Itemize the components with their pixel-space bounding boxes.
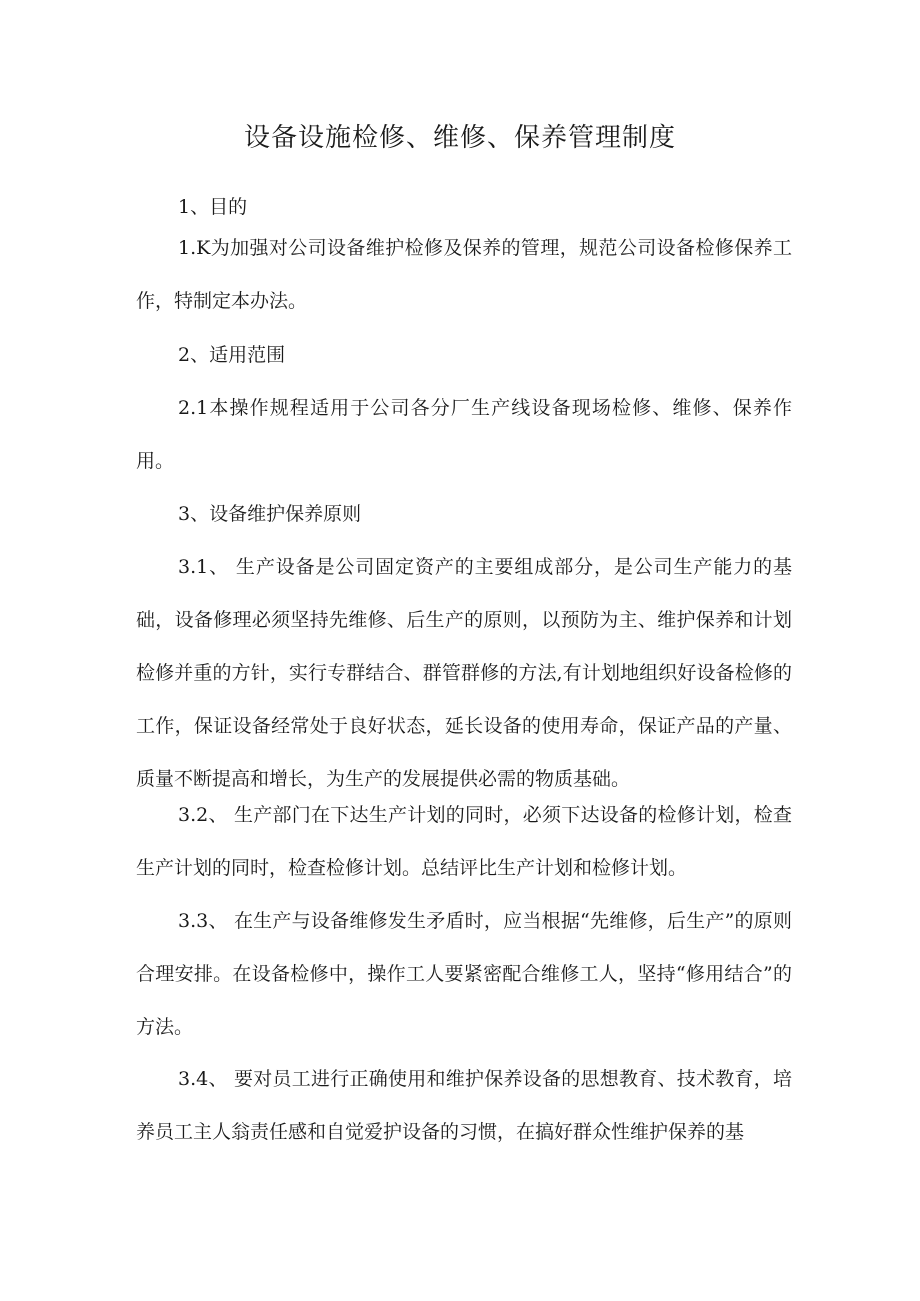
paragraph-3-2: 3.2、 生产部门在下达生产计划的同时，必须下达设备的检修计划，检查生产计划的同时，检查检修计划。总结评比生产计划和检修计划。 [136, 804, 792, 879]
section-3-heading: 3、设备维护保养原则 [178, 503, 362, 525]
paragraph-2-1: 2.1本操作规程适用于公司各分厂生产线设备现场检修、维修、保养作用。 [136, 397, 792, 472]
document-title: 设备设施检修、维修、保养管理制度 [243, 123, 676, 153]
section-1-heading: 1、目的 [178, 196, 248, 218]
section-2-heading: 2、适用范围 [178, 344, 286, 366]
paragraph-3-1: 3.1、 生产设备是公司固定资产的主要组成部分，是公司生产能力的基础，设备修理必须坚持先维修、后生产的原则，以预防为主、维护保养和计划检修并重的方针，实行专群结合、群管群修的方法,有计划地组织好设备检修的工作，保证设备经常处于良好状态，延长设备的使用寿命，保证产品的产量、质量不断提高和增长，为生产的发展提供必需的物质基础。 [136, 556, 792, 790]
paragraph-3-4: 3.4、 要对员工进行正确使用和维护保养设备的思想教育、技术教育，培养员工主人翁责任感和自觉爱护设备的习惯，在搞好群众性维护保养的基 [136, 1068, 792, 1143]
paragraph-1-1: 1.K为加强对公司设备维护检修及保养的管理，规范公司设备检修保养工作，特制定本办法。 [136, 237, 792, 312]
paragraph-3-3: 3.3、 在生产与设备维修发生矛盾时，应当根据“先维修，后生产”的原则合理安排。在设备检修中，操作工人要紧密配合维修工人，坚持“修用结合”的方法。 [136, 910, 792, 1038]
